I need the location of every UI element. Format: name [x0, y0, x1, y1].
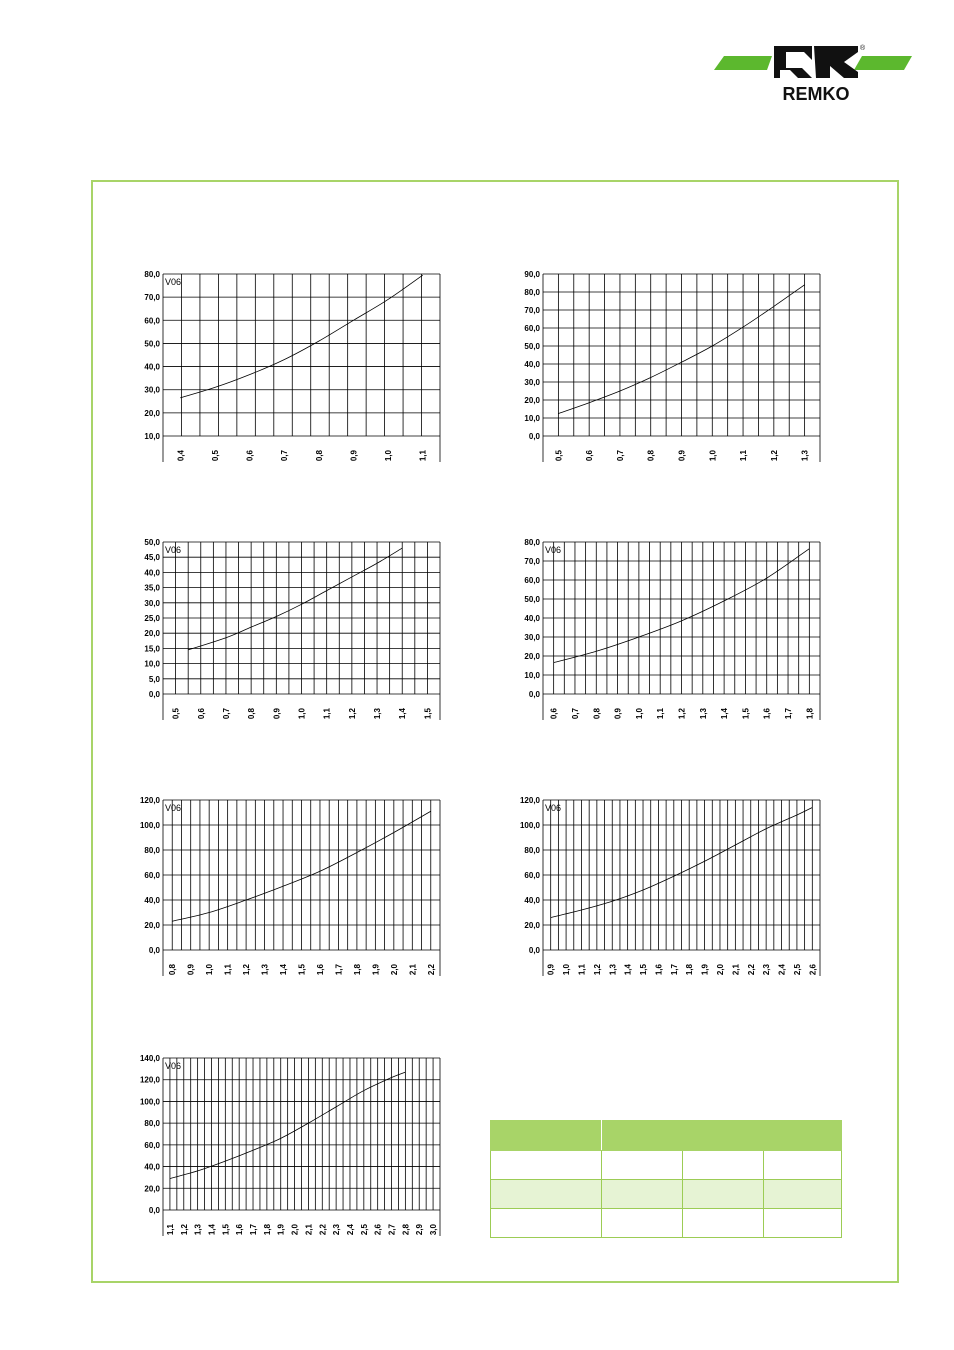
- x-tick-label: 0,8: [168, 964, 178, 976]
- y-tick-label: 100,0: [139, 1097, 160, 1107]
- y-tick-label: 30,0: [524, 633, 540, 642]
- y-tick-label: 20,0: [144, 629, 160, 639]
- y-tick-label: 60,0: [524, 871, 540, 880]
- y-tick-label: 30,0: [524, 378, 540, 387]
- y-tick-label: 40,0: [524, 614, 540, 623]
- y-tick-label: 0,0: [148, 946, 160, 955]
- x-tick-label: 1,1: [656, 708, 666, 720]
- y-tick-label: 30,0: [144, 598, 160, 608]
- x-tick-label: 2,2: [318, 1224, 328, 1236]
- x-tick-label: 1,1: [322, 708, 332, 720]
- table-row: [491, 1180, 842, 1209]
- x-tick-label: 2,6: [373, 1224, 383, 1236]
- x-tick-label: 2,0: [389, 964, 399, 976]
- x-tick-label: 1,5: [423, 708, 433, 720]
- x-tick-label: 2,3: [332, 1224, 342, 1236]
- y-tick-label: 100,0: [139, 821, 160, 830]
- y-tick-label: 60,0: [144, 316, 160, 326]
- table-cell: [491, 1180, 602, 1209]
- x-tick-label: 1,6: [762, 708, 772, 720]
- x-tick-label: 1,0: [708, 450, 718, 462]
- curve-annotation: V06: [165, 1061, 182, 1071]
- x-tick-label: 1,5: [297, 964, 307, 976]
- y-tick-label: 40,0: [524, 360, 540, 369]
- y-tick-label: 140,0: [139, 1054, 160, 1063]
- x-tick-label: 2,3: [762, 964, 772, 976]
- table-header-row: [491, 1121, 842, 1151]
- x-tick-label: 1,2: [179, 1224, 189, 1236]
- x-tick-label: 0,6: [549, 708, 559, 720]
- table-cell: [491, 1209, 602, 1238]
- curve-annotation: V06: [545, 545, 562, 555]
- x-tick-label: 0,7: [615, 450, 625, 462]
- y-tick-label: 20,0: [524, 396, 540, 405]
- y-tick-label: 40,0: [144, 568, 160, 578]
- table-row: [491, 1209, 842, 1238]
- y-tick-label: 70,0: [524, 306, 540, 315]
- y-tick-label: 5,0: [148, 674, 160, 684]
- y-tick-label: 50,0: [144, 339, 160, 349]
- table-cell: [602, 1209, 683, 1238]
- x-tick-label: 2,4: [777, 964, 787, 976]
- y-tick-label: 60,0: [144, 871, 160, 880]
- logo-wordmark: REMKO: [782, 84, 850, 102]
- y-tick-label: 45,0: [144, 553, 160, 563]
- y-tick-label: 30,0: [144, 385, 160, 395]
- pressure-drop-chart-3: [120, 530, 450, 742]
- table-cell: [764, 1209, 842, 1238]
- x-tick-label: 0,9: [546, 964, 556, 976]
- x-tick-label: 1,3: [193, 1224, 203, 1236]
- y-tick-label: 40,0: [144, 1162, 160, 1172]
- x-tick-label: 2,6: [808, 964, 818, 976]
- x-tick-label: 1,6: [654, 964, 664, 976]
- pressure-drop-chart-6: [500, 788, 830, 998]
- x-tick-label: 1,7: [334, 964, 344, 976]
- y-tick-label: 10,0: [144, 432, 160, 441]
- x-tick-label: 1,2: [592, 964, 602, 976]
- x-tick-label: 0,8: [592, 708, 602, 720]
- x-tick-label: 1,8: [352, 964, 362, 976]
- y-tick-label: 120,0: [519, 796, 540, 805]
- x-tick-label: 1,9: [276, 1224, 286, 1236]
- x-tick-label: 1,5: [221, 1224, 231, 1236]
- table-cell: [683, 1209, 764, 1238]
- y-tick-label: 0,0: [528, 946, 540, 955]
- x-tick-label: 1,1: [223, 964, 233, 976]
- series-line: [180, 275, 422, 398]
- y-tick-label: 20,0: [144, 1184, 160, 1194]
- x-tick-label: 1,9: [371, 964, 381, 976]
- x-tick-label: 1,4: [398, 708, 408, 720]
- x-tick-label: 0,6: [585, 450, 595, 462]
- svg-text:®: ®: [860, 45, 866, 52]
- x-tick-label: 0,8: [314, 450, 324, 462]
- x-tick-label: 1,1: [418, 450, 428, 462]
- x-tick-label: 0,5: [171, 708, 181, 720]
- pressure-drop-chart-4: [500, 530, 830, 742]
- y-tick-label: 20,0: [144, 921, 160, 930]
- x-tick-label: 0,7: [570, 708, 580, 720]
- x-tick-label: 2,4: [345, 1224, 355, 1236]
- x-tick-label: 2,2: [746, 964, 756, 976]
- curve-annotation: V06: [165, 277, 182, 287]
- x-tick-label: 0,8: [247, 708, 257, 720]
- x-tick-label: 1,7: [669, 964, 679, 976]
- y-tick-label: 60,0: [524, 324, 540, 333]
- x-tick-label: 1,1: [165, 1224, 175, 1236]
- y-tick-label: 20,0: [524, 652, 540, 661]
- pressure-drop-chart-7: [120, 1046, 450, 1258]
- pressure-drop-chart-2: [500, 262, 830, 484]
- x-tick-label: 1,4: [720, 708, 730, 720]
- x-tick-label: 2,1: [408, 964, 418, 976]
- y-tick-label: 0,0: [148, 1206, 160, 1215]
- x-tick-label: 1,7: [784, 708, 794, 720]
- y-tick-label: 10,0: [524, 414, 540, 423]
- x-tick-label: 1,1: [577, 964, 587, 976]
- x-tick-label: 0,9: [272, 708, 282, 720]
- x-tick-label: 1,3: [373, 708, 383, 720]
- x-tick-label: 1,8: [262, 1224, 272, 1236]
- curve-annotation: V06: [545, 803, 562, 813]
- y-tick-label: 50,0: [524, 342, 540, 351]
- y-tick-label: 20,0: [524, 921, 540, 930]
- x-tick-label: 1,2: [677, 708, 687, 720]
- y-tick-label: 25,0: [144, 614, 160, 623]
- x-tick-label: 2,0: [715, 964, 725, 976]
- x-tick-label: 2,2: [426, 964, 436, 976]
- x-tick-label: 1,8: [685, 964, 695, 976]
- x-tick-label: 0,6: [245, 450, 255, 462]
- x-tick-label: 1,8: [805, 708, 815, 720]
- x-tick-label: 1,7: [249, 1224, 259, 1236]
- y-tick-label: 90,0: [524, 270, 540, 279]
- logo-left-stripe: [714, 56, 772, 70]
- x-tick-label: 1,0: [562, 964, 572, 976]
- y-tick-label: 70,0: [144, 293, 160, 303]
- logo-right-stripe: [854, 56, 912, 70]
- x-tick-label: 1,4: [623, 964, 633, 976]
- x-tick-label: 0,9: [613, 708, 623, 720]
- pressure-drop-chart-5: [120, 788, 450, 998]
- x-tick-label: 0,9: [677, 450, 687, 462]
- x-tick-label: 0,9: [186, 964, 196, 976]
- x-tick-label: 1,0: [384, 450, 394, 462]
- y-tick-label: 40,0: [144, 896, 160, 905]
- x-tick-label: 2,1: [304, 1224, 314, 1236]
- x-tick-label: 1,5: [639, 964, 649, 976]
- series-line: [188, 548, 402, 650]
- y-tick-label: 60,0: [524, 576, 540, 585]
- y-tick-label: 0,0: [148, 690, 160, 699]
- y-tick-label: 120,0: [139, 796, 160, 805]
- y-tick-label: 10,0: [524, 671, 540, 680]
- y-tick-label: 40,0: [144, 362, 160, 372]
- y-tick-label: 50,0: [144, 538, 160, 547]
- table-header-cell: [602, 1121, 842, 1151]
- table-cell: [602, 1180, 683, 1209]
- x-tick-label: 0,7: [280, 450, 290, 462]
- table-cell: [764, 1180, 842, 1209]
- y-tick-label: 10,0: [144, 659, 160, 669]
- table-header-cell: [491, 1121, 602, 1151]
- x-tick-label: 1,3: [698, 708, 708, 720]
- x-tick-label: 1,9: [700, 964, 710, 976]
- x-tick-label: 1,2: [769, 450, 779, 462]
- y-tick-label: 35,0: [144, 583, 160, 593]
- y-tick-label: 100,0: [519, 821, 540, 830]
- x-tick-label: 0,5: [554, 450, 564, 462]
- y-tick-label: 80,0: [144, 270, 160, 279]
- table-cell: [683, 1151, 764, 1180]
- y-tick-label: 40,0: [524, 896, 540, 905]
- x-tick-label: 2,7: [387, 1224, 397, 1236]
- x-tick-label: 1,2: [347, 708, 357, 720]
- table-cell: [491, 1151, 602, 1180]
- x-tick-label: 0,7: [221, 708, 231, 720]
- x-tick-label: 1,6: [315, 964, 325, 976]
- x-tick-label: 1,3: [608, 964, 618, 976]
- y-tick-label: 15,0: [144, 644, 160, 654]
- y-tick-label: 50,0: [524, 595, 540, 604]
- x-tick-label: 1,0: [634, 708, 644, 720]
- x-tick-label: 0,6: [196, 708, 206, 720]
- curve-annotation: V06: [165, 803, 182, 813]
- x-tick-label: 2,5: [792, 964, 802, 976]
- y-tick-label: 120,0: [139, 1075, 160, 1085]
- spec-table: [490, 1120, 842, 1238]
- remko-logo: [712, 38, 912, 102]
- y-tick-label: 80,0: [144, 1119, 160, 1129]
- x-tick-label: 1,4: [207, 1224, 217, 1236]
- x-tick-label: 1,0: [297, 708, 307, 720]
- curve-annotation: V06: [165, 545, 182, 555]
- x-tick-label: 2,5: [359, 1224, 369, 1236]
- x-tick-label: 1,3: [260, 964, 270, 976]
- y-tick-label: 80,0: [524, 538, 540, 547]
- y-tick-label: 80,0: [524, 288, 540, 297]
- x-tick-label: 0,8: [646, 450, 656, 462]
- x-tick-label: 1,1: [739, 450, 749, 462]
- table-cell: [764, 1151, 842, 1180]
- table-row: [491, 1151, 842, 1180]
- table-cell: [683, 1180, 764, 1209]
- y-tick-label: 70,0: [524, 557, 540, 566]
- x-tick-label: 3,0: [429, 1224, 439, 1236]
- x-tick-label: 1,0: [205, 964, 215, 976]
- x-tick-label: 1,6: [235, 1224, 245, 1236]
- y-tick-label: 0,0: [528, 690, 540, 699]
- x-tick-label: 1,3: [800, 450, 810, 462]
- x-tick-label: 0,5: [210, 450, 220, 462]
- x-tick-label: 1,2: [242, 964, 252, 976]
- y-tick-label: 0,0: [528, 432, 540, 441]
- table-cell: [602, 1151, 683, 1180]
- x-tick-label: 1,5: [741, 708, 751, 720]
- x-tick-label: 1,4: [279, 964, 289, 976]
- y-tick-label: 80,0: [524, 846, 540, 855]
- x-tick-label: 2,9: [415, 1224, 425, 1236]
- x-tick-label: 0,4: [176, 450, 186, 462]
- x-tick-label: 2,1: [731, 964, 741, 976]
- y-tick-label: 60,0: [144, 1140, 160, 1150]
- pressure-drop-chart-1: [120, 262, 450, 484]
- y-tick-label: 20,0: [144, 408, 160, 418]
- x-tick-label: 0,9: [349, 450, 359, 462]
- x-tick-label: 2,8: [401, 1224, 411, 1236]
- y-tick-label: 80,0: [144, 846, 160, 855]
- x-tick-label: 2,0: [290, 1224, 300, 1236]
